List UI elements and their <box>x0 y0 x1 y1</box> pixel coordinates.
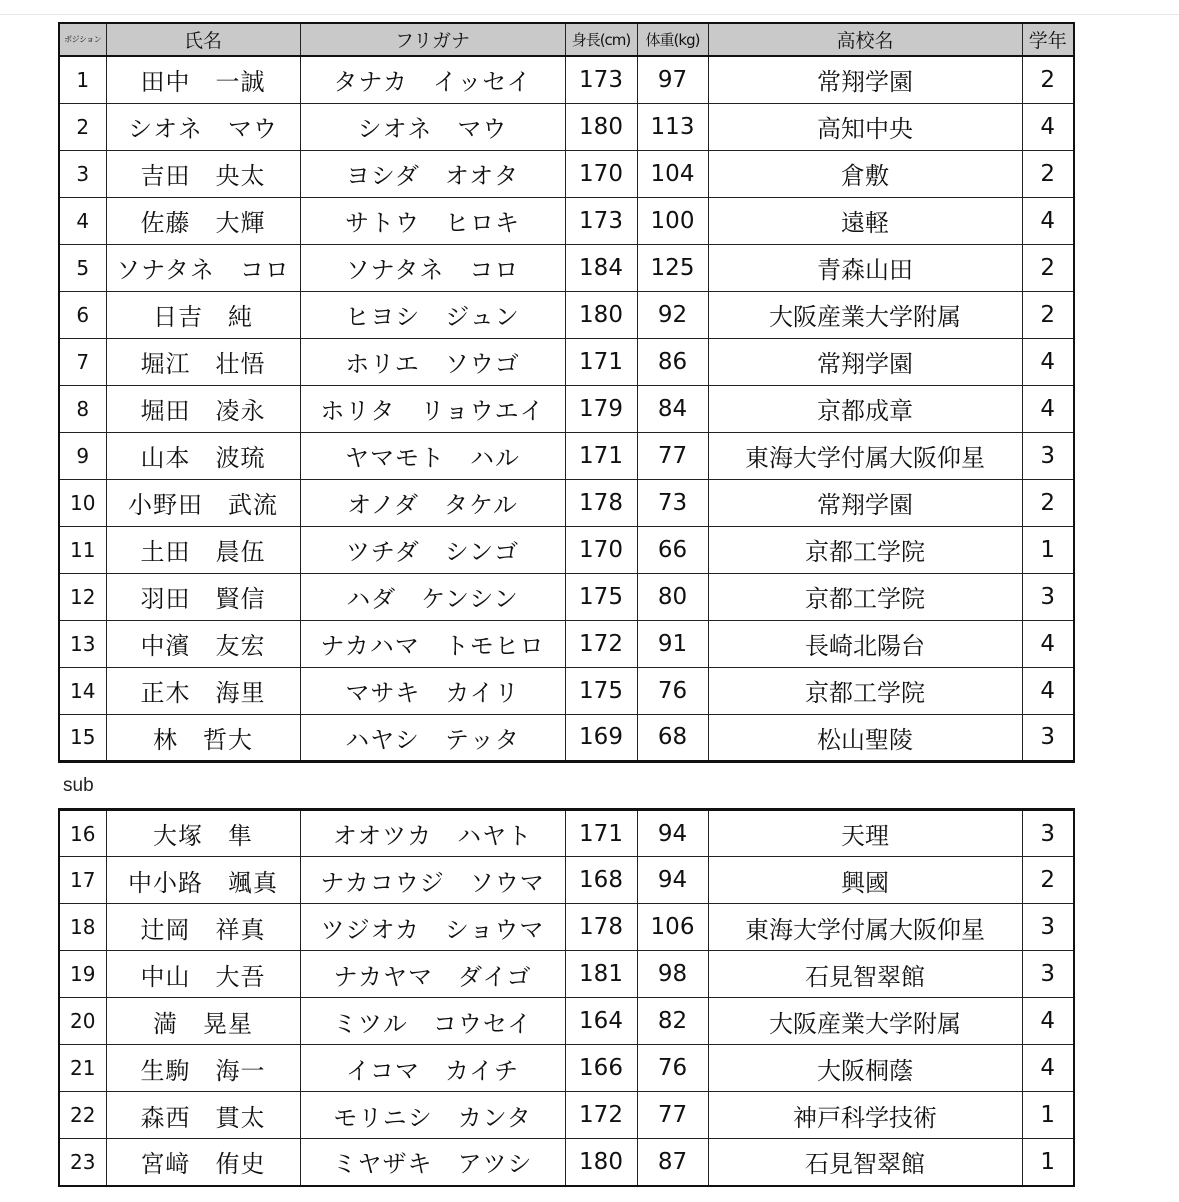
position-cell: 22 <box>59 1092 106 1139</box>
name-cell: 辻岡 祥真 <box>106 904 300 951</box>
position-cell: 11 <box>59 526 106 573</box>
school-cell: 大阪産業大学附属 <box>708 291 1022 338</box>
table-row <box>59 951 1074 998</box>
height-cell: 179 <box>565 385 637 432</box>
position-cell: 23 <box>59 1139 106 1186</box>
grade-cell: 2 <box>1022 479 1074 526</box>
height-cell: 171 <box>565 432 637 479</box>
furigana-cell: ホリタ リョウエイ <box>300 385 565 432</box>
weight-cell: 106 <box>637 904 708 951</box>
table-row <box>59 385 1074 432</box>
name-cell: 小野田 武流 <box>106 479 300 526</box>
furigana-cell: ハヤシ テッタ <box>300 714 565 761</box>
name-cell: 生駒 海一 <box>106 1045 300 1092</box>
furigana-cell: ナカハマ トモヒロ <box>300 620 565 667</box>
weight-cell: 125 <box>637 244 708 291</box>
height-cell: 180 <box>565 1139 637 1186</box>
weight-cell: 104 <box>637 150 708 197</box>
position-cell: 14 <box>59 667 106 714</box>
table-row <box>59 432 1074 479</box>
furigana-cell: サトウ ヒロキ <box>300 197 565 244</box>
furigana-cell: マサキ カイリ <box>300 667 565 714</box>
weight-cell: 68 <box>637 714 708 761</box>
name-cell: ソナタネ コロ <box>106 244 300 291</box>
height-cell: 172 <box>565 1092 637 1139</box>
header-weight: 体重(kg) <box>637 23 708 56</box>
school-cell: 常翔学園 <box>708 479 1022 526</box>
weight-cell: 73 <box>637 479 708 526</box>
position-cell: 2 <box>59 103 106 150</box>
position-cell: 21 <box>59 1045 106 1092</box>
table-row <box>59 291 1074 338</box>
table-row <box>59 338 1074 385</box>
position-cell: 3 <box>59 150 106 197</box>
grade-cell: 2 <box>1022 857 1074 904</box>
subs-body <box>59 810 1074 1186</box>
height-cell: 166 <box>565 1045 637 1092</box>
furigana-cell: オオツカ ハヤト <box>300 810 565 857</box>
grade-cell: 4 <box>1022 385 1074 432</box>
position-cell: 10 <box>59 479 106 526</box>
height-cell: 181 <box>565 951 637 998</box>
table-row <box>59 667 1074 714</box>
height-cell: 172 <box>565 620 637 667</box>
grade-cell: 4 <box>1022 998 1074 1045</box>
position-cell: 20 <box>59 998 106 1045</box>
grade-cell: 2 <box>1022 150 1074 197</box>
table-row <box>59 1139 1074 1186</box>
height-cell: 173 <box>565 56 637 103</box>
table-row <box>59 103 1074 150</box>
name-cell: 満 晃星 <box>106 998 300 1045</box>
table-row <box>59 56 1074 103</box>
weight-cell: 100 <box>637 197 708 244</box>
furigana-cell: シオネ マウ <box>300 103 565 150</box>
grade-cell: 1 <box>1022 1139 1074 1186</box>
weight-cell: 77 <box>637 432 708 479</box>
furigana-cell: ソナタネ コロ <box>300 244 565 291</box>
school-cell: 神戸科学技術 <box>708 1092 1022 1139</box>
table-row <box>59 857 1074 904</box>
grade-cell: 3 <box>1022 904 1074 951</box>
weight-cell: 113 <box>637 103 708 150</box>
weight-cell: 86 <box>637 338 708 385</box>
height-cell: 168 <box>565 857 637 904</box>
weight-cell: 87 <box>637 1139 708 1186</box>
furigana-cell: ツチダ シンゴ <box>300 526 565 573</box>
height-cell: 173 <box>565 197 637 244</box>
weight-cell: 98 <box>637 951 708 998</box>
height-cell: 184 <box>565 244 637 291</box>
table-row <box>59 1092 1074 1139</box>
weight-cell: 80 <box>637 573 708 620</box>
table-row <box>59 526 1074 573</box>
grade-cell: 2 <box>1022 244 1074 291</box>
height-cell: 178 <box>565 479 637 526</box>
table-row <box>59 904 1074 951</box>
weight-cell: 92 <box>637 291 708 338</box>
furigana-cell: ミツル コウセイ <box>300 998 565 1045</box>
name-cell: 佐藤 大輝 <box>106 197 300 244</box>
name-cell: 森西 貫太 <box>106 1092 300 1139</box>
table-row <box>59 573 1074 620</box>
furigana-cell: タナカ イッセイ <box>300 56 565 103</box>
position-cell: 1 <box>59 56 106 103</box>
height-cell: 164 <box>565 998 637 1045</box>
header-name: 氏名 <box>106 23 300 56</box>
furigana-cell: ヤマモト ハル <box>300 432 565 479</box>
position-cell: 5 <box>59 244 106 291</box>
header-height: 身長(cm) <box>565 23 637 56</box>
weight-cell: 94 <box>637 857 708 904</box>
position-cell: 7 <box>59 338 106 385</box>
furigana-cell: ミヤザキ アツシ <box>300 1139 565 1186</box>
grade-cell: 4 <box>1022 103 1074 150</box>
furigana-cell: ヨシダ オオタ <box>300 150 565 197</box>
school-cell: 大阪産業大学附属 <box>708 998 1022 1045</box>
school-cell: 常翔学園 <box>708 56 1022 103</box>
name-cell: 吉田 央太 <box>106 150 300 197</box>
position-cell: 16 <box>59 810 106 857</box>
name-cell: 土田 晨伍 <box>106 526 300 573</box>
school-cell: 常翔学園 <box>708 338 1022 385</box>
name-cell: 正木 海里 <box>106 667 300 714</box>
weight-cell: 82 <box>637 998 708 1045</box>
grade-cell: 3 <box>1022 810 1074 857</box>
sub-label: sub <box>63 775 94 796</box>
school-cell: 興國 <box>708 857 1022 904</box>
furigana-cell: オノダ タケル <box>300 479 565 526</box>
name-cell: シオネ マウ <box>106 103 300 150</box>
height-cell: 180 <box>565 291 637 338</box>
table-row <box>59 244 1074 291</box>
furigana-cell: イコマ カイチ <box>300 1045 565 1092</box>
header-furigana: フリガナ <box>300 23 565 56</box>
header-position: ポジション <box>59 23 106 56</box>
school-cell: 高知中央 <box>708 103 1022 150</box>
height-cell: 175 <box>565 667 637 714</box>
position-cell: 6 <box>59 291 106 338</box>
grade-cell: 4 <box>1022 1045 1074 1092</box>
position-cell: 4 <box>59 197 106 244</box>
name-cell: 山本 波琉 <box>106 432 300 479</box>
name-cell: 中小路 颯真 <box>106 857 300 904</box>
school-cell: 石見智翠館 <box>708 1139 1022 1186</box>
school-cell: 京都工学院 <box>708 573 1022 620</box>
furigana-cell: ツジオカ ショウマ <box>300 904 565 951</box>
name-cell: 大塚 隼 <box>106 810 300 857</box>
weight-cell: 91 <box>637 620 708 667</box>
school-cell: 東海大学付属大阪仰星 <box>708 432 1022 479</box>
position-cell: 19 <box>59 951 106 998</box>
table-row <box>59 479 1074 526</box>
position-cell: 9 <box>59 432 106 479</box>
school-cell: 京都工学院 <box>708 667 1022 714</box>
height-cell: 175 <box>565 573 637 620</box>
grade-cell: 3 <box>1022 714 1074 761</box>
weight-cell: 84 <box>637 385 708 432</box>
name-cell: 林 哲大 <box>106 714 300 761</box>
school-cell: 遠軽 <box>708 197 1022 244</box>
top-divider <box>0 14 1179 15</box>
table-row <box>59 197 1074 244</box>
school-cell: 東海大学付属大阪仰星 <box>708 904 1022 951</box>
furigana-cell: ナカコウジ ソウマ <box>300 857 565 904</box>
header-school: 高校名 <box>708 23 1022 56</box>
grade-cell: 4 <box>1022 338 1074 385</box>
height-cell: 171 <box>565 338 637 385</box>
table-row <box>59 998 1074 1045</box>
height-cell: 171 <box>565 810 637 857</box>
school-cell: 青森山田 <box>708 244 1022 291</box>
grade-cell: 3 <box>1022 951 1074 998</box>
grade-cell: 4 <box>1022 667 1074 714</box>
table-row <box>59 1045 1074 1092</box>
position-cell: 12 <box>59 573 106 620</box>
weight-cell: 76 <box>637 667 708 714</box>
school-cell: 京都成章 <box>708 385 1022 432</box>
height-cell: 170 <box>565 526 637 573</box>
weight-cell: 76 <box>637 1045 708 1092</box>
furigana-cell: ホリエ ソウゴ <box>300 338 565 385</box>
grade-cell: 2 <box>1022 291 1074 338</box>
starters-table <box>58 22 1075 763</box>
school-cell: 長崎北陽台 <box>708 620 1022 667</box>
name-cell: 日吉 純 <box>106 291 300 338</box>
school-cell: 大阪桐蔭 <box>708 1045 1022 1092</box>
weight-cell: 77 <box>637 1092 708 1139</box>
height-cell: 180 <box>565 103 637 150</box>
table-row <box>59 620 1074 667</box>
position-cell: 8 <box>59 385 106 432</box>
furigana-cell: ナカヤマ ダイゴ <box>300 951 565 998</box>
grade-cell: 3 <box>1022 573 1074 620</box>
header-row <box>59 23 1074 56</box>
grade-cell: 2 <box>1022 56 1074 103</box>
name-cell: 羽田 賢信 <box>106 573 300 620</box>
table-row <box>59 150 1074 197</box>
table-row <box>59 810 1074 857</box>
name-cell: 中山 大吾 <box>106 951 300 998</box>
position-cell: 17 <box>59 857 106 904</box>
name-cell: 田中 一誠 <box>106 56 300 103</box>
starters-body <box>59 56 1074 761</box>
table-row <box>59 714 1074 761</box>
school-cell: 京都工学院 <box>708 526 1022 573</box>
school-cell: 倉敷 <box>708 150 1022 197</box>
height-cell: 170 <box>565 150 637 197</box>
grade-cell: 4 <box>1022 620 1074 667</box>
school-cell: 天理 <box>708 810 1022 857</box>
position-cell: 15 <box>59 714 106 761</box>
furigana-cell: ハダ ケンシン <box>300 573 565 620</box>
weight-cell: 97 <box>637 56 708 103</box>
name-cell: 中濱 友宏 <box>106 620 300 667</box>
grade-cell: 4 <box>1022 197 1074 244</box>
school-cell: 松山聖陵 <box>708 714 1022 761</box>
position-cell: 18 <box>59 904 106 951</box>
weight-cell: 66 <box>637 526 708 573</box>
grade-cell: 1 <box>1022 526 1074 573</box>
grade-cell: 3 <box>1022 432 1074 479</box>
name-cell: 宮﨑 侑史 <box>106 1139 300 1186</box>
grade-cell: 1 <box>1022 1092 1074 1139</box>
name-cell: 堀江 壮悟 <box>106 338 300 385</box>
subs-table <box>58 808 1075 1187</box>
furigana-cell: ヒヨシ ジュン <box>300 291 565 338</box>
weight-cell: 94 <box>637 810 708 857</box>
school-cell: 石見智翠館 <box>708 951 1022 998</box>
furigana-cell: モリニシ カンタ <box>300 1092 565 1139</box>
height-cell: 169 <box>565 714 637 761</box>
position-cell: 13 <box>59 620 106 667</box>
header-grade: 学年 <box>1022 23 1074 56</box>
name-cell: 堀田 凌永 <box>106 385 300 432</box>
height-cell: 178 <box>565 904 637 951</box>
